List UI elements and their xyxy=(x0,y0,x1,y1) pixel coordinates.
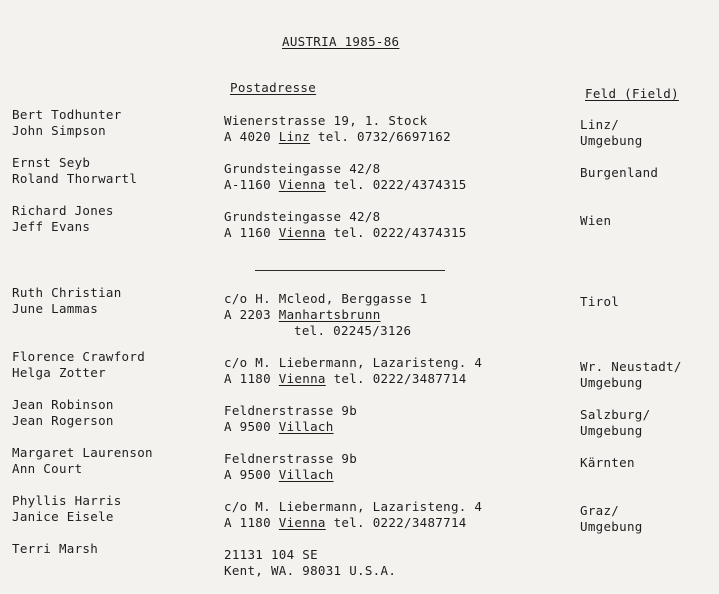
entry-field: Salzburg/ Umgebung xyxy=(580,407,651,438)
person-name: Terri Marsh xyxy=(12,541,99,556)
city-name: Vienna xyxy=(278,371,326,386)
person-name: Ruth Christian xyxy=(12,285,122,300)
entry-address: Grundsteingasse 42/8 A 1160 Vienna tel. 0222/4374315 xyxy=(224,209,467,240)
entry-field: Burgenland xyxy=(580,165,659,180)
city-name: Villach xyxy=(278,467,334,482)
entry-address: Feldnerstrasse 9b A 9500 Villach xyxy=(224,403,358,434)
person-name: Margaret Laurenson xyxy=(12,445,153,460)
entry-address: c/o M. Liebermann, Lazaristeng. 4 A 1180 Vienna tel. 0222/3487714 xyxy=(224,499,483,530)
entry-address: Feldnerstrasse 9b A 9500 Villach xyxy=(224,451,358,482)
person-name: Bert Todhunter xyxy=(12,107,122,122)
person-name: Ernst Seyb xyxy=(12,155,91,170)
person-name: Janice Eisele xyxy=(12,509,114,524)
person-name: Helga Zotter xyxy=(12,365,106,380)
entry-names xyxy=(12,285,122,317)
entry-address xyxy=(224,113,451,145)
entry-names xyxy=(12,155,137,187)
city-name: Vienna xyxy=(278,515,326,530)
address-line: Wienerstrasse 19, 1. Stock xyxy=(224,113,428,128)
person-name: Richard Jones xyxy=(12,203,114,218)
person-name: Phyllis Harris xyxy=(12,493,122,508)
entry-address: c/o H. Mcleod, Berggasse 1 A 2203 Manhartsbrunn tel. 02245/3126 xyxy=(224,291,428,338)
city-name: Vienna xyxy=(278,177,326,192)
entry-field: Wien xyxy=(580,213,612,228)
city-name: Vienna xyxy=(278,225,326,240)
entry-names xyxy=(12,397,114,429)
person-name: Ann Court xyxy=(12,461,83,476)
person-name: Jean Robinson xyxy=(12,397,114,412)
person-name: Roland Thorwartl xyxy=(12,171,138,186)
person-name: Jeff Evans xyxy=(12,219,91,234)
person-name: June Lammas xyxy=(12,301,99,316)
entry-field: Graz/ Umgebung xyxy=(580,503,643,534)
document-title: AUSTRIA 1985-86 xyxy=(282,34,400,49)
entry-address: c/o M. Liebermann, Lazaristeng. 4 A 1180 Vienna tel. 0222/3487714 xyxy=(224,355,483,386)
person-name: Jean Rogerson xyxy=(12,413,114,428)
postadresse-header: Postadresse xyxy=(230,80,317,95)
person-name: Florence Crawford xyxy=(12,349,146,364)
section-divider xyxy=(255,270,445,271)
city-name: Linz xyxy=(278,129,311,144)
field-header: Feld (Field) xyxy=(585,86,679,101)
address-line: A 4020 Linz tel. 0732/6697162 xyxy=(224,129,451,144)
city-name: Villach xyxy=(278,419,334,434)
entry-address: Grundsteingasse 42/8 A-1160 Vienna tel. 0222/4374315 xyxy=(224,161,467,192)
entry-field: Tirol xyxy=(580,294,620,309)
entry-names xyxy=(12,203,114,235)
entry-names xyxy=(12,493,122,525)
entry-field: Linz/ Umgebung xyxy=(580,117,643,148)
entry-field: Wr. Neustadt/ Umgebung xyxy=(580,359,682,390)
entry-address: 21131 104 SE Kent, WA. 98031 U.S.A. xyxy=(224,547,397,578)
entry-names xyxy=(12,541,98,557)
entry-field: Kärnten xyxy=(580,455,635,470)
city-name: Manhartsbrunn xyxy=(278,307,381,322)
entry-names xyxy=(12,107,122,139)
person-name: John Simpson xyxy=(12,123,106,138)
entry-names xyxy=(12,445,153,477)
entry-names xyxy=(12,349,145,381)
